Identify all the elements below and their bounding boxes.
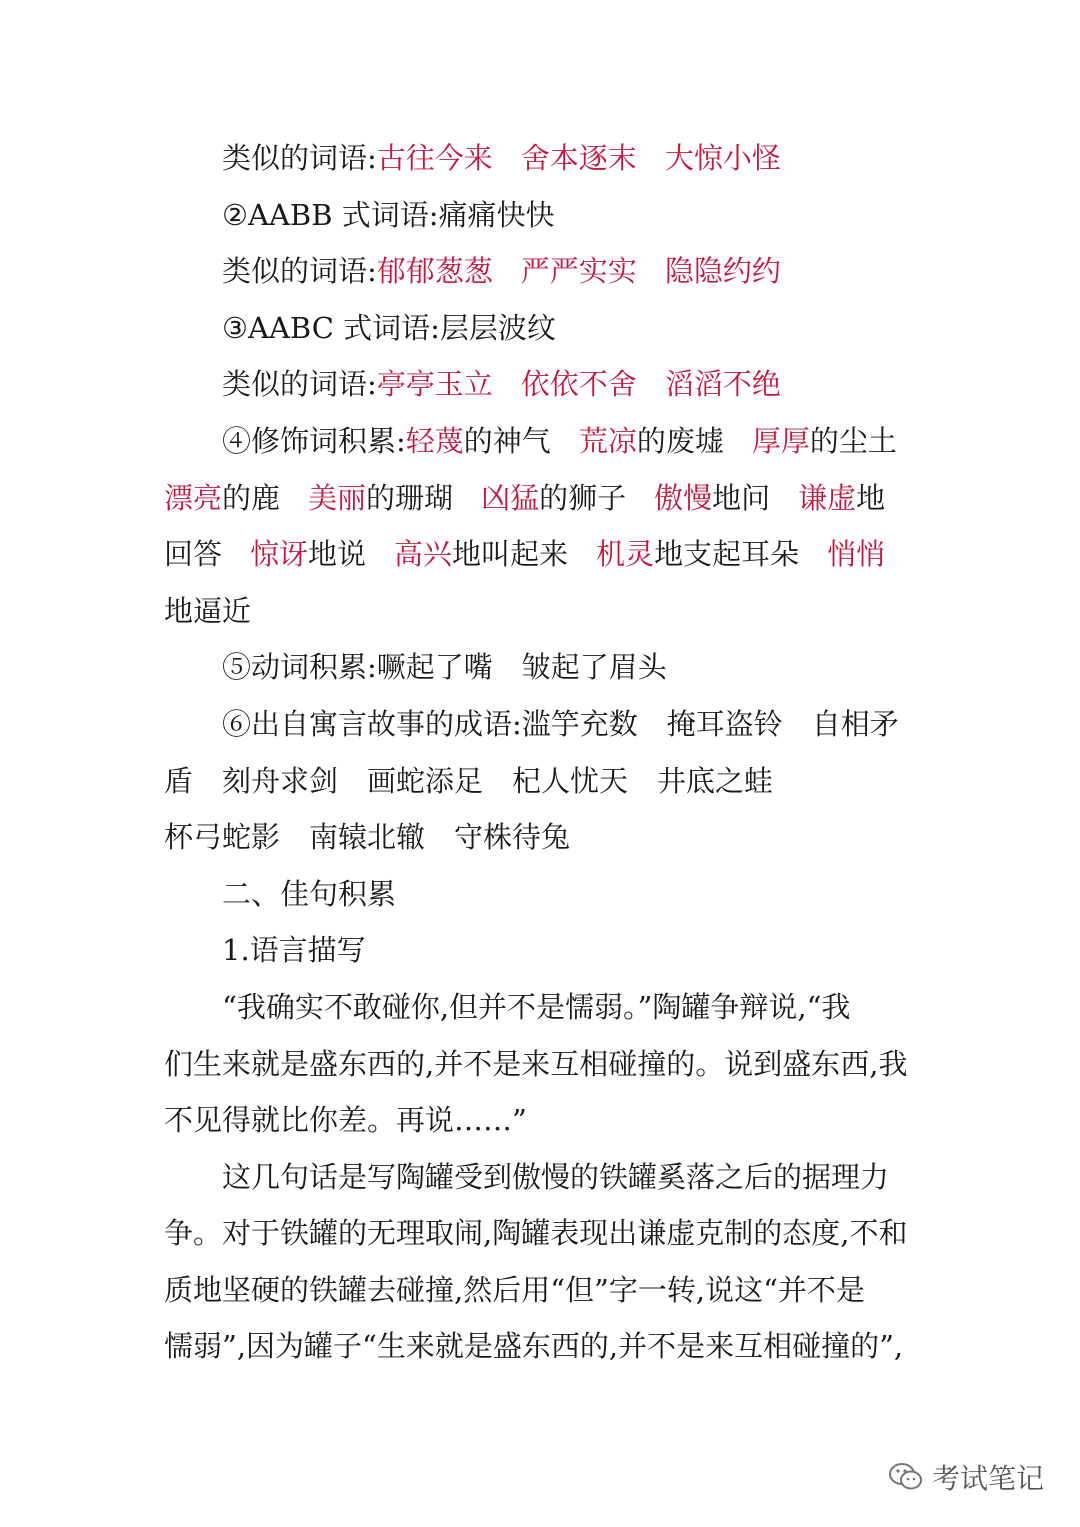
similar-words-line-3: 类似的词语:亭亭玉立 依依不舍 滔滔不绝	[222, 367, 781, 402]
highlight-word: 古往今来	[376, 141, 493, 175]
similar-words-line-1: 类似的词语:古往今来 舍本逐末 大惊小怪	[222, 141, 781, 175]
fable-idioms-line-1: ⑥出自寓言故事的成语:滥竽充数 掩耳盗铃 自相矛	[222, 706, 899, 741]
highlight-word: 舍本逐末	[520, 141, 637, 175]
highlight-word: 郁郁葱葱	[376, 254, 493, 289]
quote-line-2: 们生来就是盛东西的,并不是来互相碰撞的。说到盛东西,我	[164, 1046, 908, 1081]
highlight-word: 依依不舍	[520, 367, 637, 402]
analysis-line-2: 争。对于铁罐的无理取闹,陶罐表现出谦虚克制的态度,不和	[164, 1216, 908, 1251]
highlight-word: 隐隐约约	[664, 254, 781, 289]
highlight-word: 凶猛	[481, 480, 540, 515]
analysis-line-4: 懦弱”,因为罐子“生来就是盛东西的,并不是来互相碰撞的”,	[164, 1329, 904, 1364]
highlight-word: 傲慢	[654, 480, 713, 515]
highlight-word: 荒凉	[578, 423, 637, 458]
highlight-word: 漂亮	[164, 480, 223, 515]
modifier-words-line-4: 地逼近	[164, 593, 252, 628]
quote-line-3: 不见得就比你差。再说……”	[164, 1103, 527, 1138]
highlight-word: 滔滔不绝	[664, 367, 781, 402]
analysis-line-3: 质地坚硬的铁罐去碰撞,然后用“但”字一转,说这“并不是	[164, 1272, 865, 1307]
wechat-icon	[888, 1461, 924, 1493]
aabc-words-line: ③AABC 式词语:层层波纹	[222, 310, 556, 345]
watermark	[888, 1457, 1044, 1497]
highlight-word: 机灵	[596, 537, 655, 572]
fable-idioms-line-3: 杯弓蛇影 南辕北辙 守株待兔	[164, 820, 571, 855]
highlight-word: 严严实实	[520, 254, 637, 289]
similar-words-line-2: 类似的词语:郁郁葱葱 严严实实 隐隐约约	[222, 254, 781, 289]
watermark-text: 考试笔记	[931, 1462, 1044, 1495]
modifier-words-line-3: 回答 惊讶地说 高兴地叫起来 机灵地支起耳朵 悄悄	[164, 537, 886, 572]
section-heading: 二、佳句积累	[222, 876, 397, 911]
fable-idioms-line-2: 盾 刻舟求剑 画蛇添足 杞人忧天 井底之蛙	[164, 763, 774, 798]
verb-words-line: ⑤动词积累:噘起了嘴 皱起了眉头	[222, 650, 667, 685]
quote-line-1: “我确实不敢碰你,但并不是懦弱。”陶罐争辩说,“我	[222, 989, 851, 1024]
highlight-word: 美丽	[308, 480, 367, 515]
highlight-word: 悄悄	[827, 537, 886, 572]
document-body	[164, 130, 924, 1375]
highlight-word: 厚厚	[751, 423, 810, 458]
analysis-line-1: 这几句话是写陶罐受到傲慢的铁罐奚落之后的据理力	[222, 1159, 890, 1194]
highlight-word: 惊讶	[250, 537, 309, 572]
highlight-word: 亭亭玉立	[376, 367, 493, 402]
modifier-words-line-2: 漂亮的鹿 美丽的珊瑚 凶猛的狮子 傲慢地问 谦虚地	[164, 480, 886, 515]
highlight-word: 轻蔑	[405, 423, 464, 458]
highlight-word: 高兴	[394, 537, 453, 572]
highlight-word: 谦虚	[798, 480, 857, 515]
aabb-words-line: ②AABB 式词语:痛痛快快	[222, 197, 555, 232]
modifier-words-line-1: ④修饰词积累:轻蔑的神气 荒凉的废墟 厚厚的尘土	[222, 423, 897, 458]
highlight-word: 大惊小怪	[664, 141, 781, 175]
subsection-heading: 1.语言描写	[222, 933, 366, 968]
